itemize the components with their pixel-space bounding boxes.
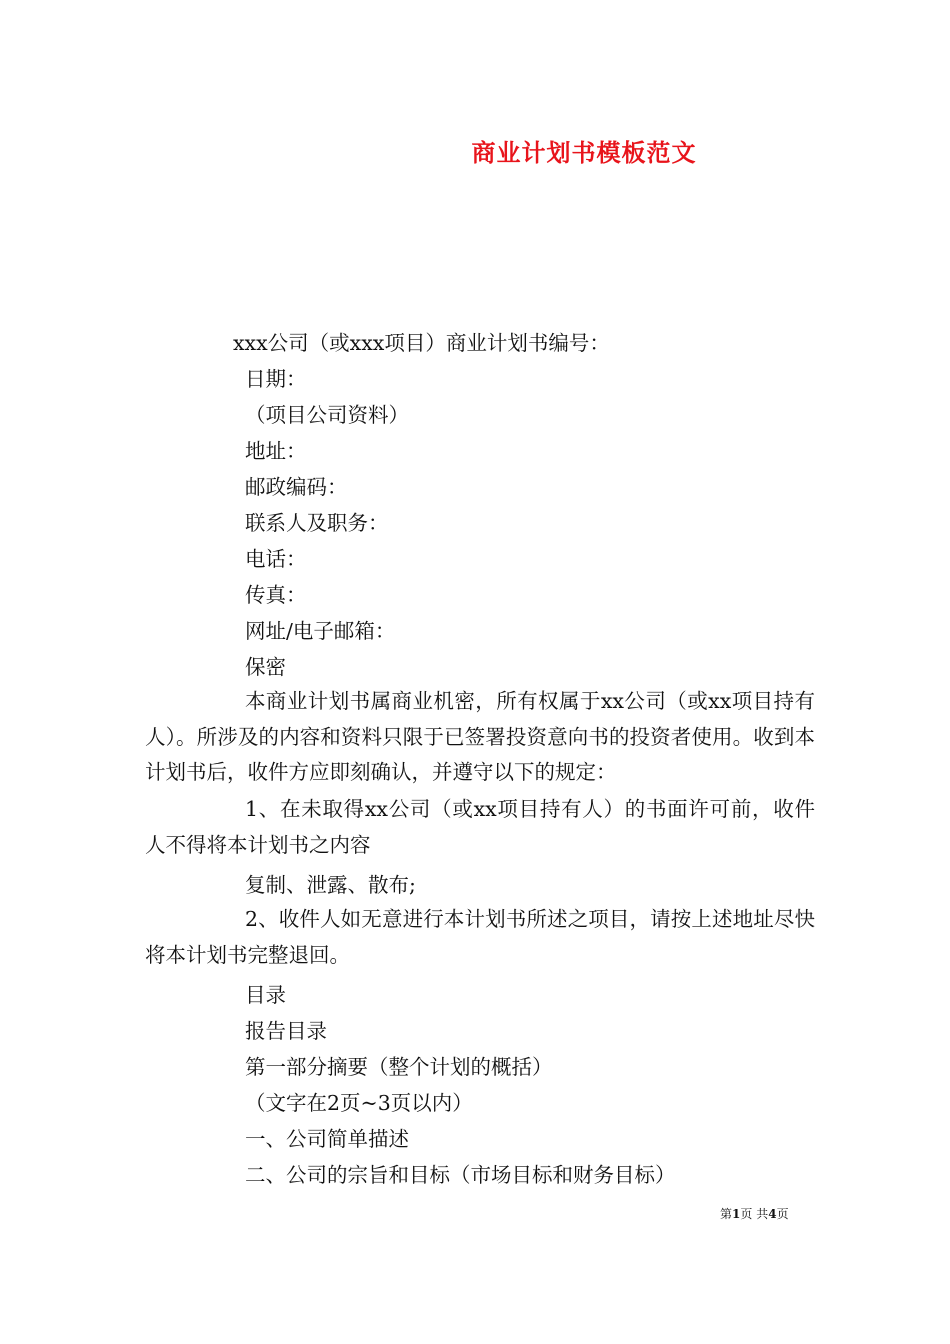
toc-part-1: 第一部分摘要（整个计划的概括）	[245, 1055, 553, 1079]
confidential-heading: 保密	[245, 655, 286, 679]
toc-heading: 目录	[245, 983, 286, 1007]
current-page-number: 1	[732, 1207, 741, 1221]
rule-2-paragraph: 2、收件人如无意进行本计划书所述之项目，请按上述地址尽快将本计划书完整退回。	[145, 907, 815, 967]
phone-line: 电话：	[245, 547, 307, 571]
toc-part-1-note: （文字在2页~3页以内）	[245, 1091, 473, 1115]
total-page-number: 4	[768, 1207, 777, 1221]
footer-middle: 页 共	[740, 1207, 769, 1221]
fax-line: 传真：	[245, 583, 307, 607]
date-line: 日期：	[245, 367, 307, 391]
website-email-line: 网址/电子邮箱：	[245, 619, 396, 643]
company-info-line: （项目公司资料）	[245, 403, 409, 427]
toc-item-1: 一、公司简单描述	[245, 1127, 409, 1151]
footer-suffix: 页	[776, 1207, 789, 1221]
rule-1-paragraph: 1、在未取得xx公司（或xx项目持有人）的书面许可前，收件人不得将本计划书之内容	[145, 797, 815, 857]
footer-prefix: 第	[720, 1207, 733, 1221]
plan-number-line: xxx公司（或xxx项目）商业计划书编号：	[233, 331, 610, 355]
report-toc-heading: 报告目录	[245, 1019, 327, 1043]
confidentiality-paragraph: 本商业计划书属商业机密，所有权属于xx公司（或xx项目持有人）。所涉及的内容和资料只限于已签署投资意向书的投资者使用。收到本计划书后，收件方应即刻确认，并遵守以下的规定：	[145, 689, 815, 784]
address-line: 地址：	[245, 439, 307, 463]
toc-item-2: 二、公司的宗旨和目标（市场目标和财务目标）	[245, 1163, 676, 1187]
document-title: 商业计划书模板范文	[471, 138, 697, 167]
rule-1-continuation: 复制、泄露、散布;	[245, 873, 416, 897]
page-footer	[720, 1205, 789, 1222]
postcode-line: 邮政编码：	[245, 475, 348, 499]
contact-line: 联系人及职务：	[245, 511, 389, 535]
